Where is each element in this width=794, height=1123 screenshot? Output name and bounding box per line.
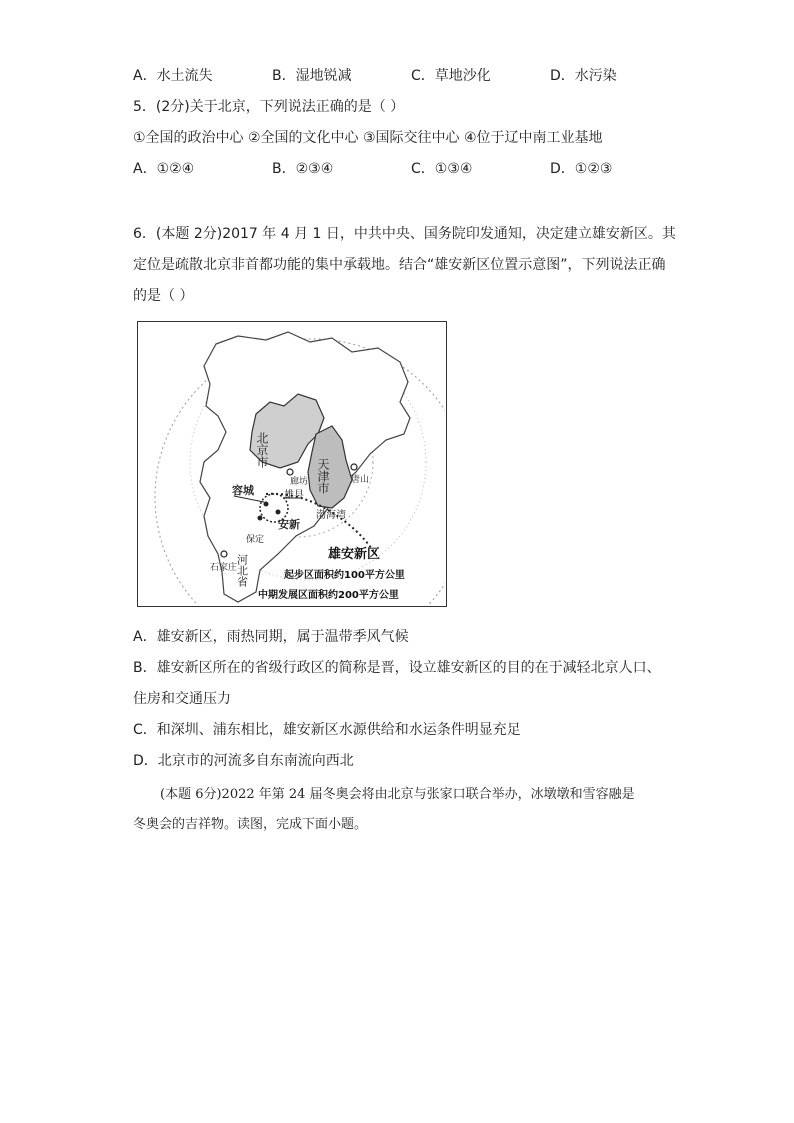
xiongan-location-map [137, 321, 447, 607]
anxin-dot [276, 510, 281, 515]
langfang-dot [287, 469, 293, 475]
q4-option-c: C．草地沙化 [411, 68, 491, 84]
rongcheng-dot [264, 502, 269, 507]
shijiazhuang-dot [221, 551, 227, 557]
rongcheng-label: 容城 [232, 484, 254, 497]
q5-option-d: D．①②③ [550, 161, 613, 177]
baoding-dot [258, 516, 263, 521]
hebei-label: 河北省 [235, 554, 249, 587]
q5-option-a: A．①②④ [133, 161, 195, 177]
tangshan-label: 唐山 [351, 475, 370, 485]
q6-option-c: C．和深圳、浦东相比，雄安新区水源供给和水运条件明显充足 [133, 722, 521, 738]
q5-stem: 5．(2分)关于北京，下列说法正确的是（ ） [133, 99, 405, 115]
shijiazhuang-label: 石家庄 [210, 563, 238, 573]
q5-statements: ①全国的政治中心 ②全国的文化中心 ③国际交往中心 ④位于辽中南工业基地 [133, 130, 603, 146]
tianjin-label: 天津市 [316, 458, 330, 494]
q6-option-b: B．雄安新区所在的省级行政区的简称是晋，设立雄安新区的目的在于减轻北京人口、 [133, 660, 661, 676]
q6-option-d: D．北京市的河流多自东南流向西北 [133, 753, 354, 769]
langfang-label: 廊坊 [290, 477, 309, 487]
q6-option-a: A．雄安新区，雨热同期，属于温带季风气候 [133, 629, 409, 645]
q6-stem-line3: 的是（ ） [133, 288, 194, 304]
area1-label: 起步区面积约100平方公里 [284, 570, 405, 581]
q5-option-c: C．①③④ [411, 161, 473, 177]
xiongan-label: 雄安新区 [328, 547, 381, 562]
q5-option-b: B．②③④ [272, 161, 334, 177]
q6-stem-line1: 6．(本题 2分)2017 年 4 月 1 日，中共中央、国务院印发通知，决定建立雄安新区。其 [133, 226, 676, 242]
q7-intro-line2: 冬奥会的吉祥物。读图，完成下面小题。 [133, 817, 368, 832]
area2-label: 中期发展区面积约200平方公里 [258, 590, 399, 601]
q6-stem-line2: 定位是疏散北京非首都功能的集中承载地。结合“雄安新区位置示意图”，下列说法正确 [133, 257, 666, 273]
map-svg [138, 322, 445, 605]
beijing-label: 北京市 [255, 432, 269, 468]
q4-option-b: B．湿地锐减 [272, 68, 352, 84]
anxin-label: 安新 [278, 518, 300, 531]
bohai-label: 渤海湾 [316, 510, 346, 521]
tangshan-dot [351, 464, 357, 470]
q7-intro-line1: (本题 6分)2022 年第 24 届冬奥会将由北京与张家口联合举办，冰墩墩和雪容融是 [160, 787, 635, 802]
q6-option-b-cont: 住房和交通压力 [133, 691, 231, 707]
xiongxian-label: 雄县 [284, 490, 304, 501]
baoding-label: 保定 [246, 535, 265, 545]
q4-option-a: A．水土流失 [133, 68, 213, 84]
q4-option-d: D．水污染 [550, 68, 617, 84]
